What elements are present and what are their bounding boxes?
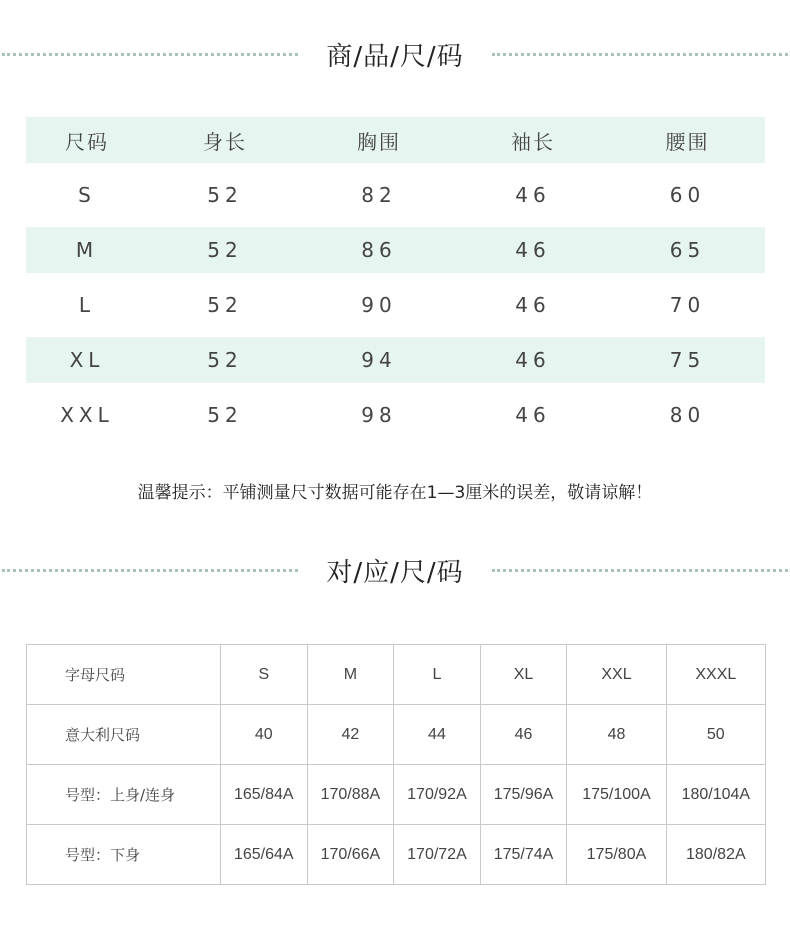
header-waist: 腰围 — [665, 129, 710, 154]
table-cell: 50 — [666, 705, 765, 765]
table-cell: 180/82A — [666, 825, 765, 885]
size-correspondence-heading — [0, 550, 790, 590]
cell-size: S — [78, 183, 96, 207]
table-cell: 175/80A — [567, 825, 666, 885]
table-cell: 48 — [567, 705, 666, 765]
table-cell: 42 — [307, 705, 394, 765]
table-row — [26, 163, 765, 227]
table-cell: 180/104A — [666, 765, 765, 825]
cell-size: XL — [69, 348, 105, 372]
table-row — [27, 765, 766, 825]
table-cell: XL — [480, 645, 567, 705]
dotted-divider-right — [492, 53, 788, 56]
section-title: 商/品/尺/码 — [326, 42, 464, 72]
row-label: 意大利尺码 — [27, 705, 221, 765]
size-correspondence-table — [26, 644, 766, 885]
dotted-divider-left — [2, 569, 298, 572]
table-row — [27, 645, 766, 705]
table-cell: XXL — [567, 645, 666, 705]
row-label: 号型：上身/连身 — [27, 765, 221, 825]
cell-length: 52 — [207, 348, 243, 372]
cell-size: XXL — [60, 403, 114, 427]
section-title: 对/应/尺/码 — [326, 558, 464, 588]
cell-sleeve: 46 — [515, 403, 551, 427]
cell-waist: 75 — [669, 348, 706, 372]
header-length: 身长 — [203, 129, 247, 154]
dotted-divider-left — [2, 53, 298, 56]
cell-waist: 65 — [669, 238, 706, 262]
table-row — [27, 825, 766, 885]
measurement-tip: 温馨提示：平铺测量尺寸数据可能存在1—3厘米的误差，敬请谅解！ — [137, 483, 653, 503]
size-table-header — [26, 117, 765, 163]
cell-sleeve: 46 — [515, 238, 551, 262]
cell-chest: 82 — [361, 183, 397, 207]
dotted-divider-right — [492, 569, 788, 572]
table-cell: 170/66A — [307, 825, 394, 885]
table-cell: 40 — [221, 705, 308, 765]
table-cell: 46 — [480, 705, 567, 765]
table-row — [26, 383, 765, 447]
row-label: 字母尺码 — [27, 645, 221, 705]
table-cell: XXXL — [666, 645, 765, 705]
header-sleeve: 袖长 — [511, 129, 555, 154]
table-cell: S — [221, 645, 308, 705]
cell-sleeve: 46 — [515, 183, 551, 207]
table-row — [27, 705, 766, 765]
cell-chest: 94 — [361, 348, 397, 372]
cell-chest: 86 — [361, 238, 397, 262]
cell-chest: 98 — [361, 403, 397, 427]
cell-sleeve: 46 — [515, 293, 551, 317]
table-cell: M — [307, 645, 394, 705]
size-table — [26, 117, 765, 447]
table-row — [26, 337, 765, 383]
table-row — [26, 227, 765, 273]
cell-length: 52 — [207, 293, 243, 317]
table-cell: L — [394, 645, 481, 705]
table-cell: 175/96A — [480, 765, 567, 825]
table-cell: 175/100A — [567, 765, 666, 825]
cell-waist: 70 — [669, 293, 706, 317]
table-cell: 175/74A — [480, 825, 567, 885]
cell-size: M — [75, 238, 99, 262]
cell-size: L — [78, 293, 96, 317]
table-cell: 170/92A — [394, 765, 481, 825]
table-cell: 170/72A — [394, 825, 481, 885]
cell-length: 52 — [207, 183, 243, 207]
header-chest: 胸围 — [357, 129, 401, 154]
table-row — [26, 273, 765, 337]
table-cell: 44 — [394, 705, 481, 765]
table-cell: 165/64A — [221, 825, 308, 885]
row-label: 号型：下身 — [27, 825, 221, 885]
cell-waist: 80 — [669, 403, 706, 427]
header-size: 尺码 — [65, 129, 109, 154]
cell-length: 52 — [207, 403, 243, 427]
product-size-heading — [0, 34, 790, 74]
table-cell: 170/88A — [307, 765, 394, 825]
cell-chest: 90 — [361, 293, 397, 317]
cell-sleeve: 46 — [515, 348, 551, 372]
cell-length: 52 — [207, 238, 243, 262]
table-cell: 165/84A — [221, 765, 308, 825]
cell-waist: 60 — [669, 183, 706, 207]
